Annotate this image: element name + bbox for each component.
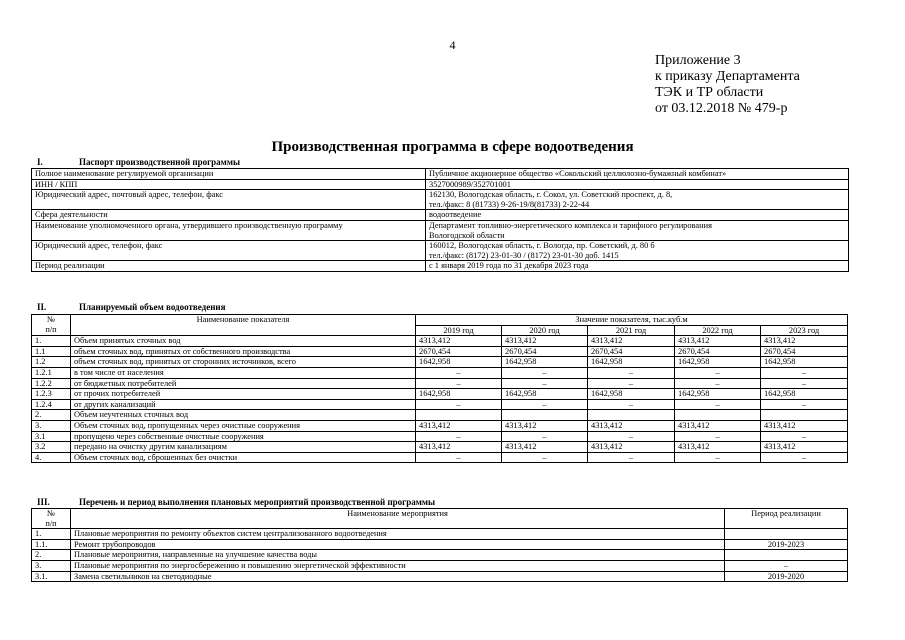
- table-row: [32, 169, 849, 180]
- row-number: 3.: [32, 560, 71, 571]
- appendix-line: от 03.12.2018 № 479-р: [655, 101, 788, 116]
- value-cell: –: [761, 452, 848, 463]
- section-3-heading: [31, 497, 435, 507]
- table-row: [32, 410, 848, 421]
- field-value: [426, 261, 849, 272]
- row-number: 2.: [32, 410, 71, 421]
- value-cell: –: [588, 367, 675, 378]
- year-header: 2023 год: [761, 325, 848, 336]
- value-cell: 4313,412: [588, 336, 675, 347]
- header-num-cell: [32, 315, 71, 336]
- value-cell: –: [416, 399, 502, 410]
- value-cell: 2670,454: [761, 346, 848, 357]
- value-cell: 1642,958: [502, 389, 588, 400]
- value-cell: 4313,412: [588, 442, 675, 453]
- row-number: 1.2.1: [32, 367, 71, 378]
- value-cell: –: [588, 378, 675, 389]
- field-value-line: Вологодской области: [429, 230, 505, 240]
- value-cell: –: [588, 399, 675, 410]
- volume-table: [31, 314, 848, 463]
- table-row: [32, 560, 848, 571]
- value-cell: –: [502, 367, 588, 378]
- value-cell: 4313,412: [416, 336, 502, 347]
- value-cell: [502, 410, 588, 421]
- value-cell: –: [761, 399, 848, 410]
- header-value: Значение показателя, тыс.куб.м: [416, 315, 848, 326]
- value-cell: [675, 410, 761, 421]
- appendix-line: ТЭК и ТР области: [655, 85, 764, 100]
- row-number: 3.: [32, 420, 71, 431]
- value-cell: –: [416, 378, 502, 389]
- value-cell: 4313,412: [416, 420, 502, 431]
- measure-name: Ремонт трубопроводов: [71, 539, 725, 550]
- value-cell: [588, 410, 675, 421]
- header-name: Наименование мероприятия: [71, 509, 725, 529]
- section-number: I.: [37, 157, 43, 167]
- table-row: [32, 261, 849, 272]
- section-title: Перечень и период выполнения плановых мероприятий производственной программы: [79, 497, 436, 507]
- value-cell: 2670,454: [675, 346, 761, 357]
- field-label: Сфера деятельности: [32, 210, 426, 221]
- appendix-line: Приложение 3: [655, 53, 741, 68]
- table-row: [32, 220, 849, 240]
- value-cell: 4313,412: [416, 442, 502, 453]
- table-row: [32, 529, 848, 540]
- row-number: 1.1.: [32, 539, 71, 550]
- period-cell: –: [725, 560, 848, 571]
- value-cell: 4313,412: [502, 336, 588, 347]
- value-cell: 4313,412: [675, 336, 761, 347]
- section-title: Паспорт производственной программы: [79, 157, 240, 167]
- measures-table: [31, 508, 848, 582]
- measure-name: Плановые мероприятия по ремонту объектов систем централизованного водоотведения: [71, 529, 725, 540]
- row-number: 3.1: [32, 431, 71, 442]
- table-row: [32, 399, 848, 410]
- row-number: 1.: [32, 529, 71, 540]
- appendix-line: к приказу Департамента: [655, 69, 800, 84]
- value-cell: 1642,958: [761, 389, 848, 400]
- field-label: Полное наименование регулируемой организации: [32, 169, 426, 180]
- table-row: [32, 550, 848, 561]
- field-label: Юридический адрес, почтовый адрес, телефон, факс: [32, 190, 426, 210]
- table-row: [32, 442, 848, 453]
- section-number: II.: [37, 302, 47, 312]
- value-cell: –: [588, 431, 675, 442]
- table-row: [32, 571, 848, 582]
- section-2-heading: [31, 302, 225, 312]
- year-header: 2020 год: [502, 325, 588, 336]
- value-cell: [416, 410, 502, 421]
- value-cell: 4313,412: [588, 420, 675, 431]
- field-label: ИНН / КПП: [32, 179, 426, 190]
- value-cell: –: [675, 431, 761, 442]
- row-number: 1.2.4: [32, 399, 71, 410]
- year-header: 2019 год: [416, 325, 502, 336]
- value-cell: –: [502, 452, 588, 463]
- section-1-heading: [31, 157, 240, 167]
- row-number: 1.2.3: [32, 389, 71, 400]
- value-cell: 4313,412: [502, 442, 588, 453]
- value-cell: –: [416, 431, 502, 442]
- header-num-cell: [32, 509, 71, 529]
- row-number: 4.: [32, 452, 71, 463]
- indicator-name: в том числе от населения: [71, 367, 416, 378]
- indicator-name: объем сточных вод, принятых от сторонних источников, всего: [71, 357, 416, 368]
- value-cell: –: [416, 367, 502, 378]
- row-number: 1.2: [32, 357, 71, 368]
- value-cell: –: [588, 452, 675, 463]
- value-cell: 4313,412: [761, 420, 848, 431]
- field-value: [426, 190, 849, 210]
- field-value: [426, 241, 849, 261]
- field-value: [426, 179, 849, 190]
- value-cell: –: [502, 378, 588, 389]
- header-period: Период реализации: [725, 509, 848, 529]
- table-row: [32, 190, 849, 210]
- field-value: [426, 220, 849, 240]
- section-title: Планируемый объем водоотведения: [79, 302, 226, 312]
- value-cell: –: [675, 399, 761, 410]
- indicator-name: Объем сточных вод, пропущенных через очистные сооружения: [71, 420, 416, 431]
- indicator-name: передано на очистку другим канализациям: [71, 442, 416, 453]
- table-row: [32, 431, 848, 442]
- appendix-note: [655, 53, 800, 117]
- value-cell: 1642,958: [675, 389, 761, 400]
- field-value-line: с 1 января 2019 года по 31 декабря 2023 года: [429, 261, 589, 271]
- table-row: [32, 539, 848, 550]
- table-row: [32, 336, 848, 347]
- value-cell: 1642,958: [588, 389, 675, 400]
- value-cell: 1642,958: [416, 357, 502, 368]
- value-cell: –: [502, 431, 588, 442]
- header-num-sub: п/п: [45, 324, 57, 334]
- period-cell: 2019-2020: [725, 571, 848, 582]
- value-cell: 2670,454: [588, 346, 675, 357]
- field-value-line: водоотведение: [429, 210, 482, 220]
- value-cell: 2670,454: [416, 346, 502, 357]
- row-number: 1.2.2: [32, 378, 71, 389]
- value-cell: 4313,412: [761, 336, 848, 347]
- period-cell: 2019-2023: [725, 539, 848, 550]
- table-row: [32, 241, 849, 261]
- value-cell: 4313,412: [675, 442, 761, 453]
- value-cell: 1642,958: [416, 389, 502, 400]
- period-cell: [725, 529, 848, 540]
- row-number: 1.: [32, 336, 71, 347]
- year-header: 2021 год: [588, 325, 675, 336]
- table-row: [32, 420, 848, 431]
- measure-name: Плановые мероприятия, направленные на улучшение качества воды: [71, 550, 725, 561]
- value-cell: 2670,454: [502, 346, 588, 357]
- field-value-line: тел./факс: 8 (81733) 9-26-19/8(81733) 2-22-44: [429, 199, 590, 209]
- header-name: Наименование показателя: [71, 315, 416, 336]
- value-cell: –: [675, 452, 761, 463]
- value-cell: 1642,958: [502, 357, 588, 368]
- row-number: 1.1: [32, 346, 71, 357]
- indicator-name: объем сточных вод, принятых от собственного производства: [71, 346, 416, 357]
- table-row: [32, 179, 849, 190]
- field-value: [426, 169, 849, 180]
- measure-name: Замена светильников на светодиодные: [71, 571, 725, 582]
- value-cell: –: [761, 367, 848, 378]
- period-cell: [725, 550, 848, 561]
- header-num: №: [47, 509, 55, 518]
- indicator-name: Объем принятых сточных вод: [71, 336, 416, 347]
- indicator-name: от прочих потребителей: [71, 389, 416, 400]
- value-cell: 4313,412: [675, 420, 761, 431]
- field-label: Юридический адрес, телефон, факс: [32, 241, 426, 261]
- field-value: [426, 210, 849, 221]
- year-header: 2022 год: [675, 325, 761, 336]
- indicator-name: от бюджетных потребителей: [71, 378, 416, 389]
- field-label: Период реализации: [32, 261, 426, 272]
- value-cell: [761, 410, 848, 421]
- table-row: [32, 346, 848, 357]
- value-cell: 4313,412: [761, 442, 848, 453]
- table-row: [32, 357, 848, 368]
- field-label: Наименование уполномоченного органа, утвердившего производственную программу: [32, 220, 426, 240]
- field-value-line: Публичное акционерное общество «Сокольский целлюлозно-бумажный комбинат»: [429, 169, 727, 178]
- field-value-line: 160012, Вологодская область, г. Вологда, пр. Советский, д. 80 б: [429, 241, 655, 251]
- indicator-name: от других канализаций: [71, 399, 416, 410]
- table-row: [32, 378, 848, 389]
- value-cell: –: [675, 378, 761, 389]
- row-number: 2.: [32, 550, 71, 561]
- field-value-line: тел./факс: (8172) 23-01-30 / (8172) 23-01-30 доб. 1415: [429, 250, 619, 260]
- passport-table: [31, 168, 849, 272]
- value-cell: –: [761, 378, 848, 389]
- value-cell: –: [761, 431, 848, 442]
- table-row: [32, 210, 849, 221]
- value-cell: 4313,412: [502, 420, 588, 431]
- value-cell: 1642,958: [761, 357, 848, 368]
- table-row: [32, 367, 848, 378]
- header-num-sub: п/п: [45, 518, 57, 528]
- value-cell: 1642,958: [588, 357, 675, 368]
- value-cell: –: [416, 452, 502, 463]
- section-number: III.: [37, 497, 50, 507]
- indicator-name: Объем неучтенных сточных вод: [71, 410, 416, 421]
- field-value-line: Департамент топливно-энергетического комплекса и тарифного регулирования: [429, 220, 712, 230]
- indicator-name: пропущено через собственные очистные сооружения: [71, 431, 416, 442]
- value-cell: 1642,958: [675, 357, 761, 368]
- document-title: Производственная программа в сфере водоотведения: [271, 139, 634, 155]
- value-cell: –: [675, 367, 761, 378]
- field-value-line: 3527000989/352701001: [429, 179, 511, 189]
- header-num: №: [47, 315, 55, 324]
- table-row: [32, 389, 848, 400]
- table-row: [32, 452, 848, 463]
- indicator-name: Объем сточных вод, сброшенных без очистки: [71, 452, 416, 463]
- row-number: 3.2: [32, 442, 71, 453]
- page-number: 4: [449, 38, 456, 52]
- field-value-line: 162130, Вологодская область, г. Сокол, ул. Советский проспект, д. 8,: [429, 190, 673, 200]
- row-number: 3.1.: [32, 571, 71, 582]
- value-cell: –: [502, 399, 588, 410]
- measure-name: Плановые мероприятия по энергосбережению и повышению энергетической эффективности: [71, 560, 725, 571]
